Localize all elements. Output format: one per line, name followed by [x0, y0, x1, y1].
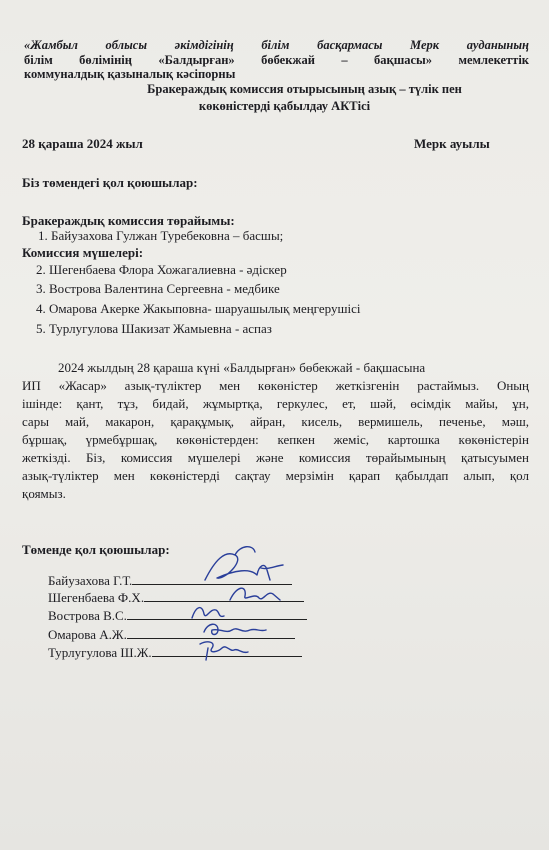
document-place: Мерк ауылы [414, 136, 490, 151]
body-line: азық-түліктер мен көкөністерді сақтау мерзімін қарап қабылдап алып, қол [22, 468, 529, 483]
body-line: ішінде: қант, тұз, бидай, жұмыртқа, геркулес, ет, шәй, өсімдік майы, ұн, [22, 396, 529, 411]
handwritten-signature [194, 634, 254, 664]
intro-text: Біз төмендегі қол қоюшылар: [22, 175, 198, 190]
member-item: 4. Омарова Акерке Жакыповна- шаруашылық меңгерушісі [36, 301, 361, 316]
body-line: жеткізді. Біз, комиссия мүшелері және комиссия төрайымының қатысуымен [22, 450, 529, 465]
members-heading: Комиссия мүшелері: [22, 245, 144, 260]
header-line-1: «Жамбыл облысы әкімдігінің білім басқармасы Мерк ауданының [24, 38, 529, 52]
act-title-line-1: Бракераждық комиссия отырысының азық – түлік пен [147, 82, 462, 96]
signature-name: Байузахова Г.Т. [48, 573, 133, 588]
header-line-3: коммуналдық қазыналық кәсіпорны [24, 67, 236, 81]
member-item: 2. Шегенбаева Флора Хожагалиевна - әдіскер [36, 262, 287, 277]
body-line: сары май, макарон, қарақұмық, айран, кисель, вермишель, печенье, мәш, [22, 414, 529, 429]
chair-heading: Бракераждық комиссия төрайымы: [22, 213, 235, 228]
handwritten-signature [225, 580, 285, 608]
body-line: қоямыз. [22, 486, 66, 501]
signature-name: Шегенбаева Ф.Х. [48, 590, 145, 605]
member-item: 5. Турлугулова Шакизат Жамыевна - аспаз [36, 321, 272, 336]
signature-name: Турлугулова Ш.Ж. [48, 645, 152, 660]
body-line: бұршақ, үрмебұршақ, көкөністерден: кепкен жеміс, картошка көкөністерін [22, 432, 529, 447]
member-item: 3. Вострова Валентина Сергеевна - медбике [36, 281, 280, 296]
body-line: 2024 жылдың 28 қараша күні «Балдырған» бөбекжай - бақшасына [58, 360, 426, 375]
act-title-line-2: көкөністерді қабылдау АКТісі [198, 99, 371, 113]
chair-item: 1. Байузахова Гулжан Туребековна – басшы; [38, 228, 284, 243]
document-date: 28 қараша 2024 жыл [22, 136, 143, 151]
body-line: ИП «Жасар» азық-түліктер мен көкөністер жеткізгенін растаймыз. Оның [22, 378, 529, 393]
header-line-2: білім бөлімінің «Балдырған» бөбекжай – бақшасы» мемлекеттік [24, 53, 529, 67]
signature-row [48, 645, 302, 661]
signatures-heading: Төменде қол қоюшылар: [22, 542, 170, 557]
signature-name: Омарова А.Ж. [48, 627, 127, 642]
signature-name: Вострова В.С. [48, 608, 127, 623]
